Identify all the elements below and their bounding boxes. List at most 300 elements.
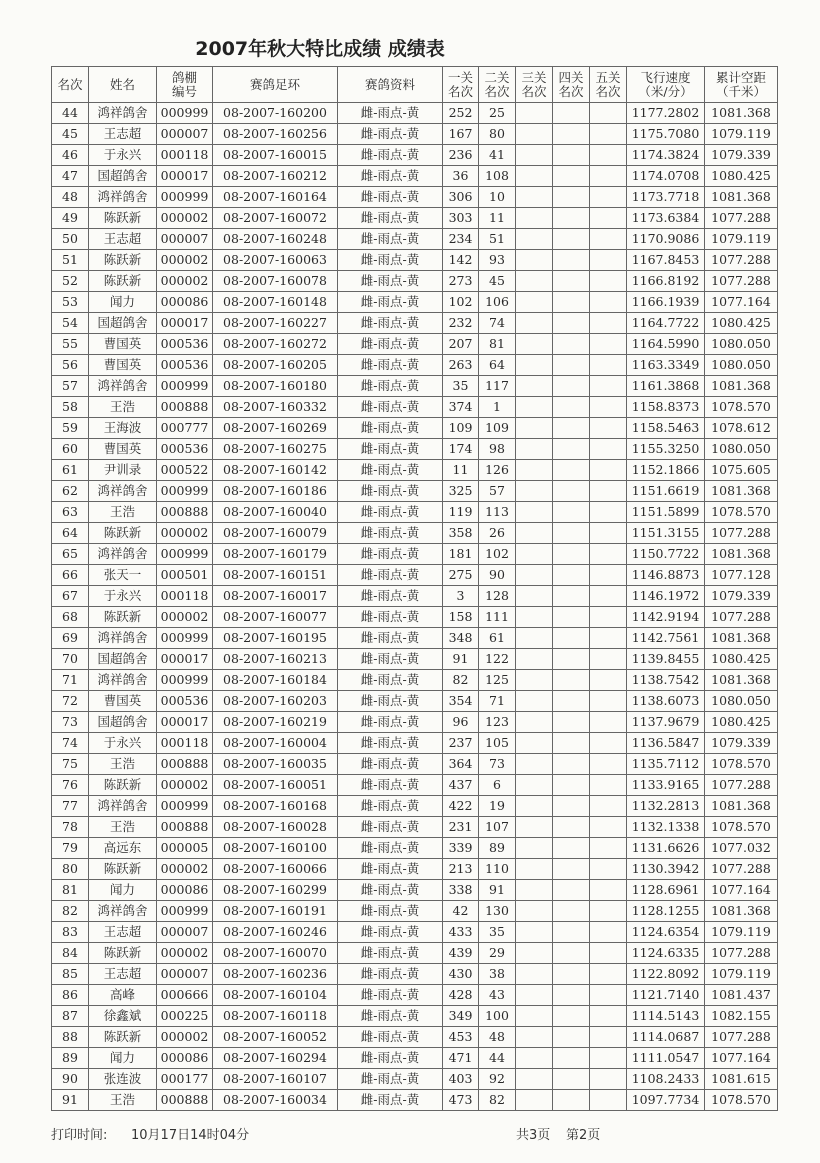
cell-stage1-rank: 263: [443, 355, 479, 376]
cell-pigeon-info: 雌-雨点-黄: [338, 334, 443, 355]
table-row: [52, 103, 778, 124]
cell-ring-number: 08-2007-160275: [213, 439, 338, 460]
cell-stage5-rank: [590, 565, 627, 586]
cell-pigeon-info: 雌-雨点-黄: [338, 943, 443, 964]
table-row: [52, 943, 778, 964]
cell-stage5-rank: [590, 838, 627, 859]
cell-cumulative-distance: 1081.368: [705, 481, 778, 502]
cell-stage3-rank: [516, 943, 553, 964]
cell-stage1-rank: 403: [443, 1069, 479, 1090]
cell-name: 曹国英: [89, 691, 157, 712]
cell-stage4-rank: [553, 628, 590, 649]
cell-pigeon-info: 雌-雨点-黄: [338, 670, 443, 691]
cell-stage2-rank: 74: [479, 313, 516, 334]
cell-cumulative-distance: 1077.288: [705, 775, 778, 796]
table-row: [52, 796, 778, 817]
cell-pigeon-info: 雌-雨点-黄: [338, 166, 443, 187]
cell-loft-number: 000002: [157, 523, 213, 544]
cell-ring-number: 08-2007-160118: [213, 1006, 338, 1027]
cell-stage3-rank: [516, 901, 553, 922]
cell-stage1-rank: 142: [443, 250, 479, 271]
cell-rank: 80: [52, 859, 89, 880]
cell-name: 陈跃新: [89, 859, 157, 880]
cell-loft-number: 000118: [157, 586, 213, 607]
cell-name: 于永兴: [89, 586, 157, 607]
cell-stage4-rank: [553, 1069, 590, 1090]
cell-name: 王志超: [89, 229, 157, 250]
cell-stage4-rank: [553, 838, 590, 859]
cell-rank: 89: [52, 1048, 89, 1069]
cell-loft-number: 000017: [157, 166, 213, 187]
cell-pigeon-info: 雌-雨点-黄: [338, 229, 443, 250]
cell-stage2-rank: 64: [479, 355, 516, 376]
cell-loft-number: 000501: [157, 565, 213, 586]
cell-loft-number: 000999: [157, 103, 213, 124]
cell-stage4-rank: [553, 712, 590, 733]
cell-loft-number: 000777: [157, 418, 213, 439]
cell-rank: 72: [52, 691, 89, 712]
cell-rank: 63: [52, 502, 89, 523]
cell-flight-speed: 1164.5990: [627, 334, 705, 355]
cell-flight-speed: 1122.8092: [627, 964, 705, 985]
cell-pigeon-info: 雌-雨点-黄: [338, 712, 443, 733]
cell-stage1-rank: 358: [443, 523, 479, 544]
cell-stage5-rank: [590, 460, 627, 481]
cell-stage5-rank: [590, 880, 627, 901]
cell-stage3-rank: [516, 859, 553, 880]
cell-pigeon-info: 雌-雨点-黄: [338, 523, 443, 544]
cell-pigeon-info: 雌-雨点-黄: [338, 649, 443, 670]
cell-stage4-rank: [553, 397, 590, 418]
cell-stage2-rank: 81: [479, 334, 516, 355]
cell-stage1-rank: 364: [443, 754, 479, 775]
cell-stage4-rank: [553, 649, 590, 670]
cell-stage1-rank: 473: [443, 1090, 479, 1111]
cell-stage4-rank: [553, 145, 590, 166]
cell-stage4-rank: [553, 418, 590, 439]
cell-stage5-rank: [590, 1027, 627, 1048]
cell-stage2-rank: 109: [479, 418, 516, 439]
cell-flight-speed: 1175.7080: [627, 124, 705, 145]
table-body: [52, 103, 778, 1111]
results-table: [51, 66, 778, 1111]
cell-cumulative-distance: 1080.425: [705, 712, 778, 733]
cell-stage3-rank: [516, 376, 553, 397]
cell-loft-number: 000999: [157, 187, 213, 208]
cell-stage1-rank: 453: [443, 1027, 479, 1048]
cell-name: 陈跃新: [89, 523, 157, 544]
cell-loft-number: 000002: [157, 859, 213, 880]
cell-flight-speed: 1114.0687: [627, 1027, 705, 1048]
header-stage4-rank: [553, 67, 590, 103]
cell-stage3-rank: [516, 670, 553, 691]
cell-rank: 69: [52, 628, 89, 649]
cell-stage2-rank: 122: [479, 649, 516, 670]
cell-flight-speed: 1138.7542: [627, 670, 705, 691]
cell-name: 高远东: [89, 838, 157, 859]
cell-stage5-rank: [590, 922, 627, 943]
cell-stage4-rank: [553, 943, 590, 964]
cell-loft-number: 000999: [157, 544, 213, 565]
cell-name: 王浩: [89, 754, 157, 775]
cell-loft-number: 000086: [157, 292, 213, 313]
cell-rank: 90: [52, 1069, 89, 1090]
cell-pigeon-info: 雌-雨点-黄: [338, 124, 443, 145]
cell-stage1-rank: 11: [443, 460, 479, 481]
cell-stage1-rank: 303: [443, 208, 479, 229]
cell-loft-number: 000002: [157, 1027, 213, 1048]
cell-rank: 79: [52, 838, 89, 859]
cell-pigeon-info: 雌-雨点-黄: [338, 838, 443, 859]
cell-flight-speed: 1174.3824: [627, 145, 705, 166]
header-stage3-rank: [516, 67, 553, 103]
cell-stage1-rank: 471: [443, 1048, 479, 1069]
cell-stage1-rank: 275: [443, 565, 479, 586]
cell-ring-number: 08-2007-160299: [213, 880, 338, 901]
cell-stage4-rank: [553, 964, 590, 985]
cell-loft-number: 000017: [157, 313, 213, 334]
cell-name: 王志超: [89, 124, 157, 145]
table-row: [52, 565, 778, 586]
cell-ring-number: 08-2007-160236: [213, 964, 338, 985]
cell-stage4-rank: [553, 166, 590, 187]
cell-pigeon-info: 雌-雨点-黄: [338, 628, 443, 649]
cell-stage4-rank: [553, 565, 590, 586]
cell-stage2-rank: 125: [479, 670, 516, 691]
table-row: [52, 838, 778, 859]
cell-flight-speed: 1124.6354: [627, 922, 705, 943]
cell-stage3-rank: [516, 166, 553, 187]
cell-stage2-rank: 93: [479, 250, 516, 271]
cell-cumulative-distance: 1075.605: [705, 460, 778, 481]
header-text: 四关: [558, 69, 584, 85]
cell-stage2-rank: 90: [479, 565, 516, 586]
cell-flight-speed: 1174.0708: [627, 166, 705, 187]
cell-pigeon-info: 雌-雨点-黄: [338, 397, 443, 418]
table-row: [52, 1069, 778, 1090]
table-row: [52, 166, 778, 187]
cell-pigeon-info: 雌-雨点-黄: [338, 355, 443, 376]
cell-ring-number: 08-2007-160200: [213, 103, 338, 124]
cell-ring-number: 08-2007-160148: [213, 292, 338, 313]
table-row: [52, 523, 778, 544]
cell-rank: 91: [52, 1090, 89, 1111]
cell-cumulative-distance: 1079.119: [705, 124, 778, 145]
cell-flight-speed: 1158.5463: [627, 418, 705, 439]
cell-stage5-rank: [590, 796, 627, 817]
cell-flight-speed: 1155.3250: [627, 439, 705, 460]
cell-stage5-rank: [590, 334, 627, 355]
cell-cumulative-distance: 1081.368: [705, 103, 778, 124]
cell-stage4-rank: [553, 691, 590, 712]
cell-ring-number: 08-2007-160186: [213, 481, 338, 502]
cell-stage2-rank: 45: [479, 271, 516, 292]
cell-rank: 65: [52, 544, 89, 565]
cell-stage5-rank: [590, 418, 627, 439]
cell-stage5-rank: [590, 628, 627, 649]
cell-loft-number: 000999: [157, 481, 213, 502]
cell-pigeon-info: 雌-雨点-黄: [338, 586, 443, 607]
cell-stage3-rank: [516, 607, 553, 628]
cell-pigeon-info: 雌-雨点-黄: [338, 313, 443, 334]
cell-stage4-rank: [553, 313, 590, 334]
cell-loft-number: 000118: [157, 733, 213, 754]
header-flight-speed: [627, 67, 705, 103]
cell-stage4-rank: [553, 922, 590, 943]
header-text: 二关: [484, 69, 510, 85]
cell-stage4-rank: [553, 985, 590, 1006]
cell-flight-speed: 1150.7722: [627, 544, 705, 565]
cell-stage3-rank: [516, 460, 553, 481]
cell-pigeon-info: 雌-雨点-黄: [338, 418, 443, 439]
cell-stage2-rank: 100: [479, 1006, 516, 1027]
cell-ring-number: 08-2007-160219: [213, 712, 338, 733]
table-row: [52, 355, 778, 376]
cell-loft-number: 000888: [157, 502, 213, 523]
cell-flight-speed: 1132.2813: [627, 796, 705, 817]
cell-pigeon-info: 雌-雨点-黄: [338, 460, 443, 481]
cell-pigeon-info: 雌-雨点-黄: [338, 103, 443, 124]
cell-ring-number: 08-2007-160151: [213, 565, 338, 586]
cell-name: 鸿祥鸽舍: [89, 901, 157, 922]
cell-stage1-rank: 158: [443, 607, 479, 628]
cell-cumulative-distance: 1078.570: [705, 754, 778, 775]
cell-cumulative-distance: 1081.368: [705, 796, 778, 817]
cell-loft-number: 000522: [157, 460, 213, 481]
cell-name: 尹训录: [89, 460, 157, 481]
header-name: [89, 67, 157, 103]
table-row: [52, 1006, 778, 1027]
cell-name: 国超鸽舍: [89, 649, 157, 670]
cell-stage1-rank: 36: [443, 166, 479, 187]
cell-ring-number: 08-2007-160256: [213, 124, 338, 145]
cell-rank: 53: [52, 292, 89, 313]
cell-stage4-rank: [553, 229, 590, 250]
cell-loft-number: 000536: [157, 439, 213, 460]
cell-stage2-rank: 35: [479, 922, 516, 943]
cell-stage1-rank: 91: [443, 649, 479, 670]
cell-ring-number: 08-2007-160070: [213, 943, 338, 964]
cell-stage5-rank: [590, 271, 627, 292]
cell-stage5-rank: [590, 187, 627, 208]
cell-flight-speed: 1130.3942: [627, 859, 705, 880]
cell-stage5-rank: [590, 943, 627, 964]
cell-name: 陈跃新: [89, 943, 157, 964]
cell-stage2-rank: 26: [479, 523, 516, 544]
cell-pigeon-info: 雌-雨点-黄: [338, 187, 443, 208]
cell-flight-speed: 1177.2802: [627, 103, 705, 124]
cell-stage2-rank: 110: [479, 859, 516, 880]
cell-stage2-rank: 44: [479, 1048, 516, 1069]
cell-stage4-rank: [553, 733, 590, 754]
table-row: [52, 1048, 778, 1069]
cell-loft-number: 000999: [157, 670, 213, 691]
header-text: 累计空距: [715, 69, 766, 85]
table-row: [52, 481, 778, 502]
header-text: 名次: [595, 83, 621, 99]
cell-rank: 77: [52, 796, 89, 817]
cell-pigeon-info: 雌-雨点-黄: [338, 271, 443, 292]
document-title: 2007年秋大特比成绩 成绩表: [195, 38, 445, 60]
cell-stage2-rank: 98: [479, 439, 516, 460]
cell-ring-number: 08-2007-160332: [213, 397, 338, 418]
cell-cumulative-distance: 1079.119: [705, 922, 778, 943]
cell-rank: 86: [52, 985, 89, 1006]
cell-stage5-rank: [590, 670, 627, 691]
cell-cumulative-distance: 1078.570: [705, 397, 778, 418]
cell-pigeon-info: 雌-雨点-黄: [338, 901, 443, 922]
table-row: [52, 1027, 778, 1048]
header-rank: [52, 67, 89, 103]
cell-pigeon-info: 雌-雨点-黄: [338, 859, 443, 880]
cell-ring-number: 08-2007-160028: [213, 817, 338, 838]
cell-stage4-rank: [553, 586, 590, 607]
cell-stage5-rank: [590, 901, 627, 922]
cell-stage4-rank: [553, 670, 590, 691]
cell-stage5-rank: [590, 481, 627, 502]
table-row: [52, 607, 778, 628]
cell-name: 鸿祥鸽舍: [89, 481, 157, 502]
cell-stage3-rank: [516, 649, 553, 670]
cell-ring-number: 08-2007-160034: [213, 1090, 338, 1111]
cell-pigeon-info: 雌-雨点-黄: [338, 376, 443, 397]
cell-stage3-rank: [516, 292, 553, 313]
cell-stage2-rank: 6: [479, 775, 516, 796]
cell-stage3-rank: [516, 565, 553, 586]
cell-stage2-rank: 108: [479, 166, 516, 187]
cell-ring-number: 08-2007-160168: [213, 796, 338, 817]
cell-rank: 68: [52, 607, 89, 628]
cell-stage4-rank: [553, 334, 590, 355]
cell-loft-number: 000007: [157, 124, 213, 145]
table-row: [52, 754, 778, 775]
cell-flight-speed: 1133.9165: [627, 775, 705, 796]
cell-stage3-rank: [516, 481, 553, 502]
cell-stage3-rank: [516, 1006, 553, 1027]
table-header-row: [52, 67, 778, 103]
cell-stage2-rank: 1: [479, 397, 516, 418]
cell-cumulative-distance: 1080.425: [705, 166, 778, 187]
cell-ring-number: 08-2007-160142: [213, 460, 338, 481]
cell-stage2-rank: 117: [479, 376, 516, 397]
cell-stage2-rank: 48: [479, 1027, 516, 1048]
header-cumulative-distance: [705, 67, 778, 103]
table-row: [52, 586, 778, 607]
cell-cumulative-distance: 1077.288: [705, 1027, 778, 1048]
cell-stage1-rank: 237: [443, 733, 479, 754]
cell-stage2-rank: 73: [479, 754, 516, 775]
cell-stage5-rank: [590, 523, 627, 544]
cell-stage1-rank: 207: [443, 334, 479, 355]
cell-stage2-rank: 89: [479, 838, 516, 859]
cell-stage2-rank: 102: [479, 544, 516, 565]
cell-ring-number: 08-2007-160180: [213, 376, 338, 397]
cell-stage1-rank: 422: [443, 796, 479, 817]
cell-pigeon-info: 雌-雨点-黄: [338, 754, 443, 775]
cell-name: 高峰: [89, 985, 157, 1006]
cell-ring-number: 08-2007-160072: [213, 208, 338, 229]
cell-ring-number: 08-2007-160035: [213, 754, 338, 775]
cell-flight-speed: 1146.8873: [627, 565, 705, 586]
cell-stage1-rank: 348: [443, 628, 479, 649]
cell-ring-number: 08-2007-160100: [213, 838, 338, 859]
cell-flight-speed: 1142.7561: [627, 628, 705, 649]
table-row: [52, 859, 778, 880]
cell-cumulative-distance: 1078.570: [705, 502, 778, 523]
cell-rank: 81: [52, 880, 89, 901]
table-row: [52, 628, 778, 649]
cell-loft-number: 000999: [157, 901, 213, 922]
cell-pigeon-info: 雌-雨点-黄: [338, 1006, 443, 1027]
cell-flight-speed: 1142.9194: [627, 607, 705, 628]
cell-stage4-rank: [553, 502, 590, 523]
cell-stage2-rank: 11: [479, 208, 516, 229]
header-text: 名次: [558, 83, 584, 99]
cell-stage1-rank: 374: [443, 397, 479, 418]
cell-stage4-rank: [553, 439, 590, 460]
table-row: [52, 145, 778, 166]
cell-pigeon-info: 雌-雨点-黄: [338, 1048, 443, 1069]
cell-stage1-rank: 96: [443, 712, 479, 733]
header-ring-number: [213, 67, 338, 103]
cell-stage3-rank: [516, 628, 553, 649]
table-row: [52, 964, 778, 985]
cell-stage2-rank: 92: [479, 1069, 516, 1090]
cell-loft-number: 000002: [157, 775, 213, 796]
table-row: [52, 208, 778, 229]
table-row: [52, 649, 778, 670]
cell-stage5-rank: [590, 166, 627, 187]
cell-pigeon-info: 雌-雨点-黄: [338, 565, 443, 586]
cell-stage1-rank: 231: [443, 817, 479, 838]
cell-cumulative-distance: 1080.050: [705, 334, 778, 355]
cell-rank: 75: [52, 754, 89, 775]
table-row: [52, 229, 778, 250]
cell-stage3-rank: [516, 418, 553, 439]
cell-stage1-rank: 325: [443, 481, 479, 502]
table-row: [52, 124, 778, 145]
cell-name: 张连波: [89, 1069, 157, 1090]
cell-cumulative-distance: 1079.119: [705, 229, 778, 250]
cell-stage3-rank: [516, 712, 553, 733]
cell-ring-number: 08-2007-160294: [213, 1048, 338, 1069]
cell-stage4-rank: [553, 376, 590, 397]
table-row: [52, 880, 778, 901]
cell-pigeon-info: 雌-雨点-黄: [338, 775, 443, 796]
cell-stage2-rank: 43: [479, 985, 516, 1006]
cell-name: 于永兴: [89, 733, 157, 754]
table-row: [52, 397, 778, 418]
cell-cumulative-distance: 1079.339: [705, 586, 778, 607]
cell-ring-number: 08-2007-160066: [213, 859, 338, 880]
cell-stage5-rank: [590, 145, 627, 166]
cell-flight-speed: 1158.8373: [627, 397, 705, 418]
cell-cumulative-distance: 1079.339: [705, 145, 778, 166]
cell-rank: 76: [52, 775, 89, 796]
cell-stage2-rank: 107: [479, 817, 516, 838]
header-text: 三关: [521, 69, 547, 85]
cell-stage1-rank: 437: [443, 775, 479, 796]
cell-stage1-rank: 273: [443, 271, 479, 292]
cell-pigeon-info: 雌-雨点-黄: [338, 145, 443, 166]
cell-name: 曹国英: [89, 334, 157, 355]
cell-stage5-rank: [590, 355, 627, 376]
header-text: 五关: [595, 69, 621, 85]
cell-loft-number: 000002: [157, 208, 213, 229]
cell-cumulative-distance: 1081.437: [705, 985, 778, 1006]
cell-name: 曹国英: [89, 355, 157, 376]
cell-pigeon-info: 雌-雨点-黄: [338, 985, 443, 1006]
